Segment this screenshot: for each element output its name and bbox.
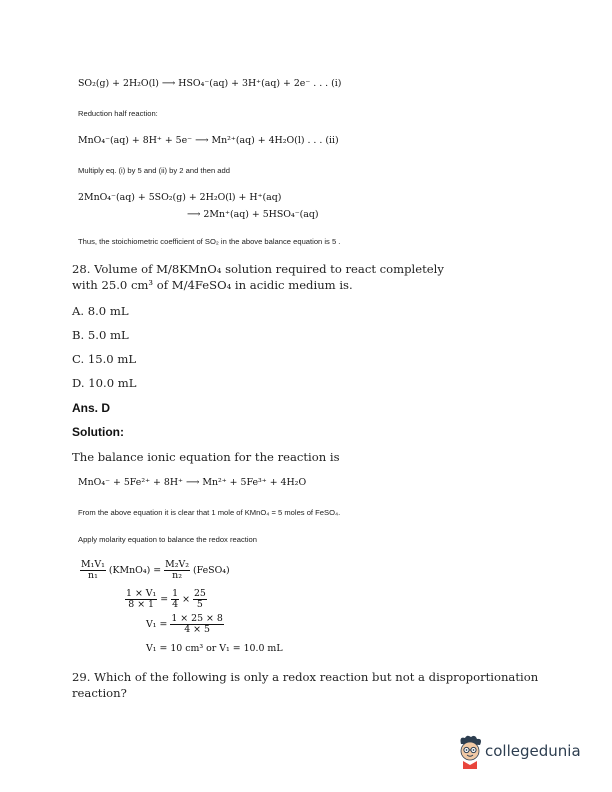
ionic-equation: MnO₄⁻ + 5Fe²⁺ + 8H⁺ ⟶ Mn²⁺ + 5Fe³⁺ + 4H₂O xyxy=(78,477,307,488)
option-b: B. 5.0 mL xyxy=(72,328,129,342)
answer: Ans. D xyxy=(72,401,111,415)
option-d: D. 10.0 mL xyxy=(72,376,137,390)
final-result: V₁ = 10 cm³ or V₁ = 10.0 mL xyxy=(146,643,283,654)
substitution-step: $\frac{\text{1 × V₁}}{8 \times 1}$ = $\frac{1}{4}$ × $\frac{25}{5}$ xyxy=(126,588,206,610)
balanced-equation-line2: ⟶ 2Mn⁺(aq) + 5HSO₄⁻(aq) xyxy=(187,209,319,220)
mole-relation-text: From the above equation it is clear that 1 mole of KMnO₄ = 5 moles of FeSO₄. xyxy=(78,508,341,517)
multiply-instruction: Multiply eq. (i) by 5 and (ii) by 2 and then add xyxy=(78,166,230,175)
option-a: A. 8.0 mL xyxy=(72,304,129,318)
fraction-m2v2: $\frac{\text{M₂V₂}}{\text{n₂}}$ xyxy=(165,559,189,581)
question-28-line2: with 25.0 cm³ of M/4FeSO₄ in acidic medium is. xyxy=(72,278,353,292)
molarity-instruction: Apply molarity equation to balance the redox reaction xyxy=(78,535,257,544)
solution-intro: The balance ionic equation for the reaction is xyxy=(72,450,340,464)
mascot-icon xyxy=(455,734,485,770)
oxidation-equation: SO₂(g) + 2H₂O(l) ⟶ HSO₄⁻(aq) + 3H⁺(aq) + 2e⁻ . . . (i) xyxy=(78,78,342,89)
fraction-m1v1: $\frac{\text{M₁V₁}}{\text{n₁}}$ xyxy=(81,559,105,581)
collegedunia-logo xyxy=(455,732,587,772)
conclusion-text: Thus, the stoichiometric coefficient of SO₂ in the above balance equation is 5 . xyxy=(78,237,341,246)
question-29-line2: reaction? xyxy=(72,686,127,700)
v1-expression: V₁ = $\frac{1 \times 25 \times 8}{4 \times 5}$ xyxy=(146,613,223,635)
reduction-label: Reduction half reaction: xyxy=(78,109,158,118)
option-c: C. 15.0 mL xyxy=(72,352,137,366)
logo-text: collegedunia xyxy=(485,742,581,760)
molarity-equation: $\frac{\text{M₁V₁}}{\text{n₁}}$ (KMnO₄) = $\frac{\text{M₂V₂}}{\text{n₂}}$ (FeSO₄) xyxy=(81,559,230,581)
solution-label: Solution: xyxy=(72,425,124,439)
reduction-equation: MnO₄⁻(aq) + 8H⁺ + 5e⁻ ⟶ Mn²⁺(aq) + 4H₂O(l) . . . (ii) xyxy=(78,135,339,146)
question-29-line1: 29. Which of the following is only a redox reaction but not a disproportionation xyxy=(72,670,539,684)
balanced-equation-line1: 2MnO₄⁻(aq) + 5SO₂(g) + 2H₂O(l) + H⁺(aq) xyxy=(78,192,282,203)
question-28-line1: 28. Volume of M/8KMnO₄ solution required to react completely xyxy=(72,262,444,276)
